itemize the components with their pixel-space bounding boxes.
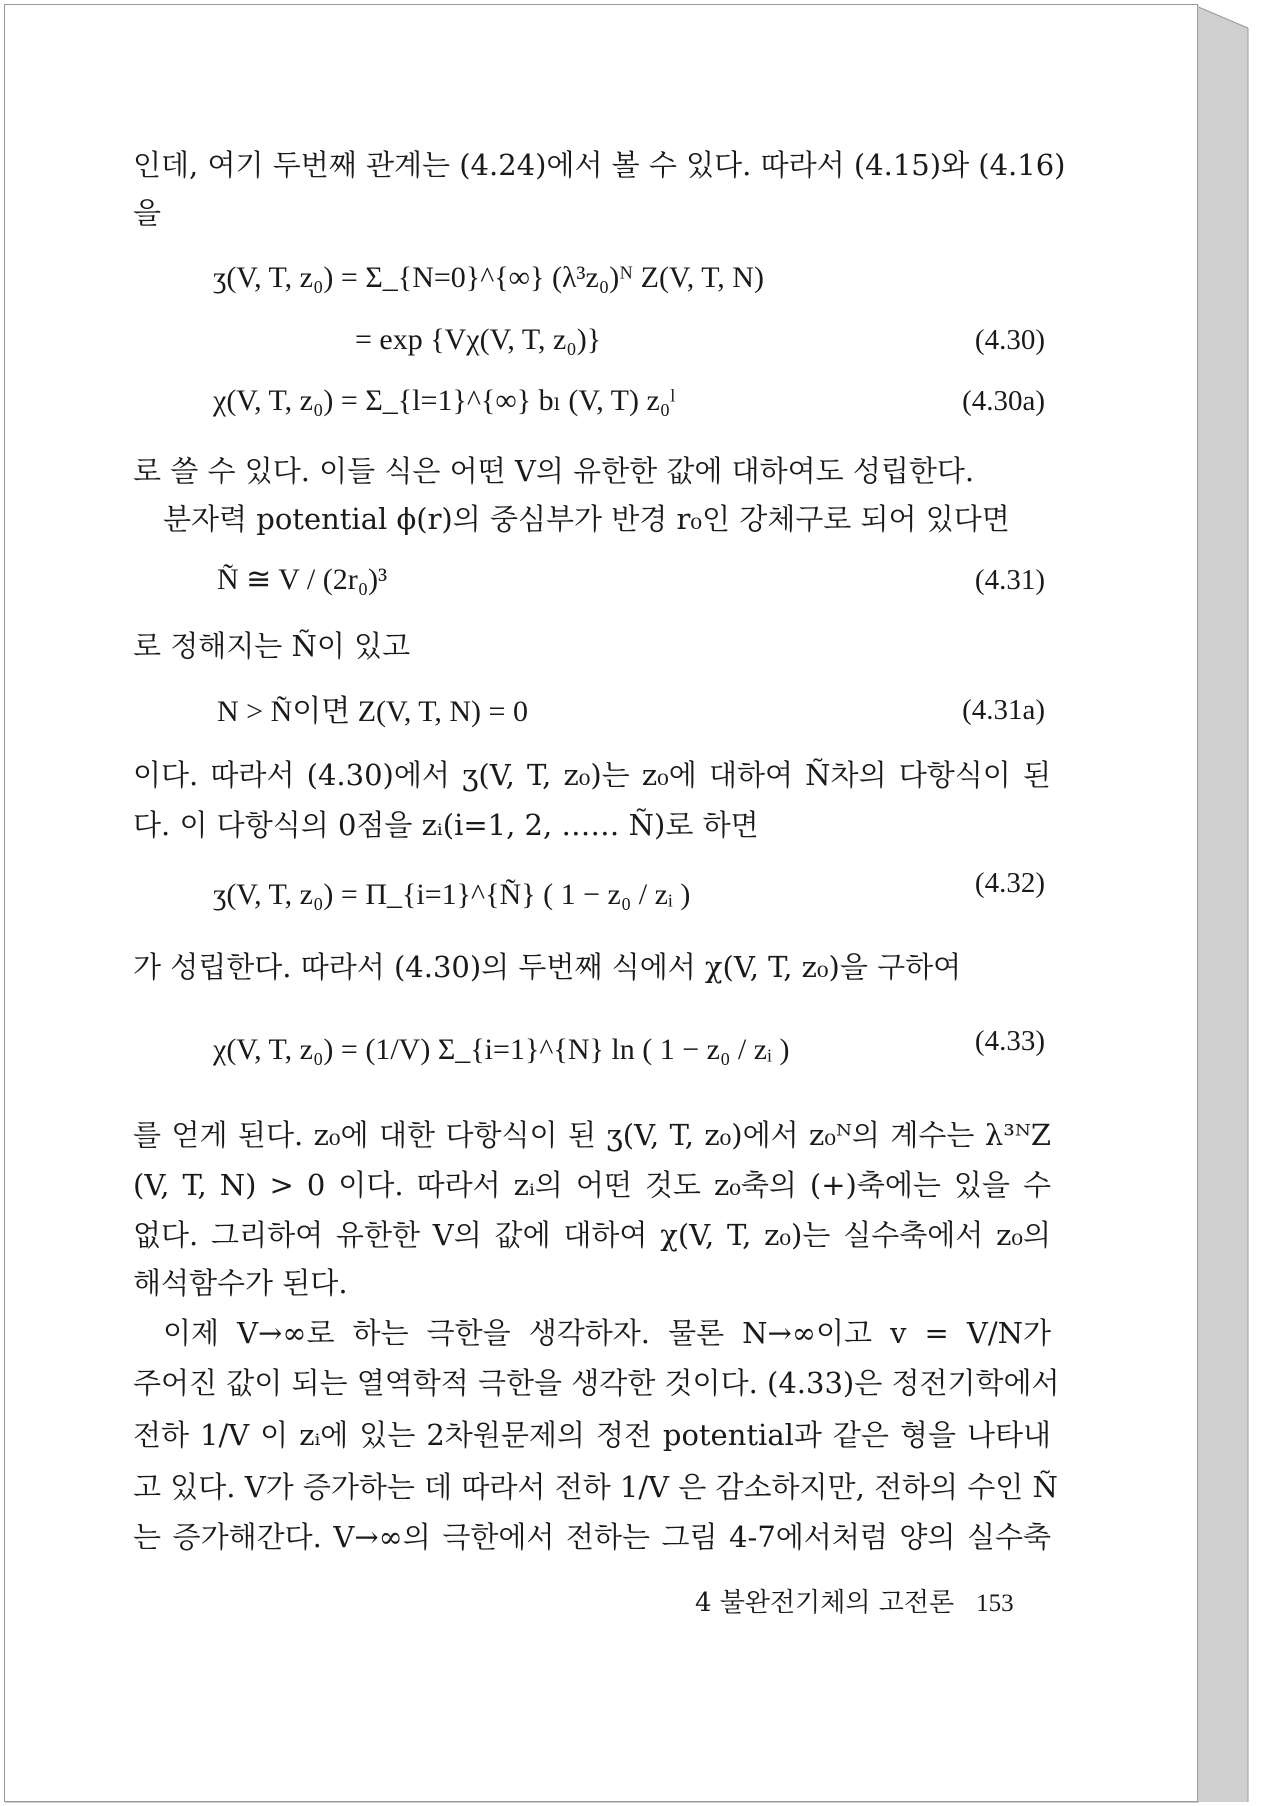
equation-4-32: ʒ(V, T, z₀) = Π_{i=1}^{Ñ} ( 1 − z₀ / zᵢ ) [213, 878, 691, 911]
text-line: 고 있다. V가 증가하는 데 따라서 전하 1/V 은 감소하지만, 전하의 수인 Ñ [133, 1470, 1058, 1504]
equation-4-30-line2: = exp {Vχ(V, T, z₀)} [355, 323, 602, 356]
equation-number-4-31: (4.31) [974, 564, 1045, 596]
equation-4-31: Ñ ≅ V / (2r₀)³ [217, 563, 388, 596]
text-line: 전하 1/V 이 zᵢ에 있는 2차원문제의 정전 potential과 같은 형을 나타내 [133, 1418, 1051, 1452]
equation-number-4-30a: (4.30a) [962, 385, 1045, 417]
text-line: 을 [133, 196, 162, 230]
text-line: 인데, 여기 두번째 관계는 (4.24)에서 볼 수 있다. 따라서 (4.15)와 (4.16) [133, 148, 1066, 182]
equation-4-30-line1: ʒ(V, T, z₀) = Σ_{N=0}^{∞} (λ³z₀)ᴺ Z(V, T, N) [213, 261, 764, 294]
page-number: 153 [976, 1590, 1014, 1617]
page-footer [695, 1585, 1014, 1622]
text-line: 해석함수가 된다. [133, 1266, 348, 1300]
text-line: 로 정해지는 Ñ이 있고 [133, 629, 411, 663]
equation-number-4-31a: (4.31a) [962, 694, 1045, 726]
text-line: 없다. 그리하여 유한한 V의 값에 대하여 χ(V, T, z₀)는 실수축에서 z₀의 [133, 1218, 1051, 1252]
equation-4-33: χ(V, T, z₀) = (1/V) Σ_{i=1}^{N} ln ( 1 − z₀ / zᵢ ) [213, 1033, 790, 1066]
document-page [4, 4, 1198, 1802]
text-line: 로 쓸 수 있다. 이들 식은 어떤 V의 유한한 값에 대하여도 성립한다. [133, 454, 975, 488]
equation-number-4-32: (4.32) [974, 867, 1045, 899]
equation-4-30a: χ(V, T, z₀) = Σ_{l=1}^{∞} bₗ (V, T) z₀ˡ [213, 384, 676, 417]
text-line: 이다. 따라서 (4.30)에서 ʒ(V, T, z₀)는 z₀에 대하여 Ñ차의 다항식이 된 [133, 758, 1051, 792]
equation-number-4-33: (4.33) [974, 1025, 1045, 1057]
text-line: 주어진 값이 되는 열역학적 극한을 생각한 것이다. (4.33)은 정전기학에서 [133, 1366, 1060, 1400]
text-line: 분자력 potential ϕ(r)의 중심부가 반경 r₀인 강체구로 되어 있다면 [163, 502, 1010, 536]
text-line: 는 증가해간다. V→∞의 극한에서 전하는 그림 4-7에서처럼 양의 실수축 [133, 1520, 1051, 1554]
text-line: (V, T, N) > 0 이다. 따라서 zᵢ의 어떤 것도 z₀축의 (+)축에는 있을 수 [133, 1168, 1051, 1202]
text-line: 가 성립한다. 따라서 (4.30)의 두번째 식에서 χ(V, T, z₀)을 구하여 [133, 950, 962, 984]
equation-number-4-30: (4.30) [974, 324, 1045, 356]
running-head-chapter: 4 불완전기체의 고전론 [695, 1588, 955, 1618]
text-line: 이제 V→∞로 하는 극한을 생각하자. 물론 N→∞이고 v = V/N가 [163, 1316, 1051, 1350]
equation-4-31a: N > Ñ이면 Z(V, T, N) = 0 [217, 695, 528, 728]
text-line: 다. 이 다항식의 0점을 zᵢ(i=1, 2, …… Ñ)로 하면 [133, 808, 759, 842]
text-line: 를 얻게 된다. z₀에 대한 다항식이 된 ʒ(V, T, z₀)에서 z₀ᴺ의 계수는 λ³ᴺZ [133, 1118, 1051, 1152]
